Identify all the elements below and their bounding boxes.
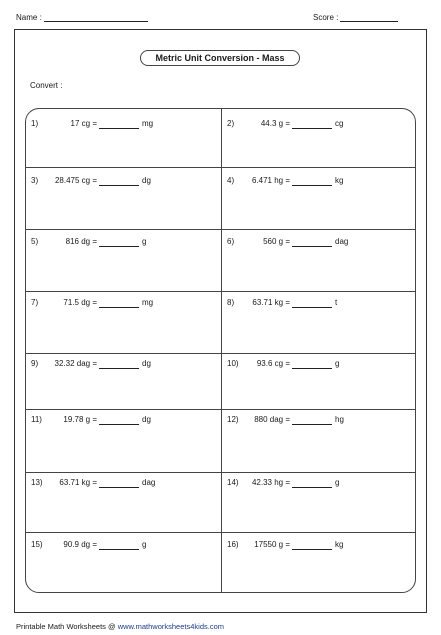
answer-blank[interactable] xyxy=(99,307,139,308)
problem-item xyxy=(31,119,177,131)
problem-item xyxy=(227,359,370,371)
problem-item xyxy=(31,359,177,371)
target-unit: kg xyxy=(335,540,344,549)
column-divider xyxy=(221,109,222,592)
footer-url: www.mathworksheets4kids.com xyxy=(117,622,224,631)
problem-given-quantity: 17550 g = xyxy=(254,540,290,549)
target-unit: dg xyxy=(142,415,151,424)
problem-number: 16) xyxy=(227,540,239,549)
problem-item xyxy=(227,540,370,552)
problem-item xyxy=(227,176,370,188)
answer-blank[interactable] xyxy=(292,487,332,488)
answer-blank[interactable] xyxy=(99,368,139,369)
problem-given-quantity: 816 dg = xyxy=(65,237,97,246)
worksheet-title: Metric Unit Conversion - Mass xyxy=(140,50,300,66)
problem-given-quantity: 93.6 cg = xyxy=(256,359,290,368)
problem-item xyxy=(227,119,370,131)
problem-number: 1) xyxy=(31,119,39,128)
footer-text: Printable Math Worksheets @ xyxy=(16,622,116,631)
problem-number: 7) xyxy=(31,298,39,307)
answer-blank[interactable] xyxy=(292,424,332,425)
answer-blank[interactable] xyxy=(292,246,332,247)
name-field xyxy=(16,13,148,22)
score-label: Score : xyxy=(313,13,339,22)
problem-item xyxy=(31,540,177,552)
answer-blank[interactable] xyxy=(292,368,332,369)
problem-item xyxy=(227,237,370,249)
problem-number: 2) xyxy=(227,119,235,128)
problem-given-quantity: 42.33 hg = xyxy=(251,478,290,487)
answer-blank[interactable] xyxy=(292,185,332,186)
problem-given-quantity: 90.9 dg = xyxy=(63,540,97,549)
target-unit: dg xyxy=(142,176,151,185)
problem-item xyxy=(31,298,177,310)
problem-given-quantity: 44.3 g = xyxy=(260,119,290,128)
problem-number: 6) xyxy=(227,237,235,246)
target-unit: t xyxy=(335,298,338,307)
problem-given-quantity: 17 cg = xyxy=(70,119,97,128)
problem-given-quantity: 6.471 hg = xyxy=(251,176,290,185)
target-unit: hg xyxy=(335,415,344,424)
problem-item xyxy=(227,478,370,490)
problem-number: 11) xyxy=(31,415,42,424)
problem-item xyxy=(31,237,177,249)
target-unit: mg xyxy=(142,298,154,307)
problem-number: 10) xyxy=(227,359,239,368)
problem-given-quantity: 560 g = xyxy=(263,237,290,246)
answer-blank[interactable] xyxy=(99,128,139,129)
problem-given-quantity: 71.5 dg = xyxy=(63,298,97,307)
row-divider xyxy=(26,291,415,292)
name-label: Name : xyxy=(16,13,42,22)
problem-number: 8) xyxy=(227,298,235,307)
problem-item xyxy=(227,415,370,427)
target-unit: cg xyxy=(335,119,344,128)
problem-number: 15) xyxy=(31,540,43,549)
footer xyxy=(16,622,224,631)
answer-blank[interactable] xyxy=(292,549,332,550)
row-divider xyxy=(26,229,415,230)
score-field xyxy=(313,13,398,22)
problem-given-quantity: 28.475 cg = xyxy=(54,176,97,185)
problem-number: 5) xyxy=(31,237,39,246)
target-unit: g xyxy=(335,478,340,487)
answer-blank[interactable] xyxy=(99,424,139,425)
row-divider xyxy=(26,409,415,410)
problem-item xyxy=(31,415,177,427)
target-unit: dag xyxy=(142,478,156,487)
row-divider xyxy=(26,532,415,533)
problem-number: 9) xyxy=(31,359,39,368)
target-unit: dag xyxy=(335,237,349,246)
answer-blank[interactable] xyxy=(99,549,139,550)
problem-item xyxy=(31,176,177,188)
problem-number: 4) xyxy=(227,176,235,185)
target-unit: g xyxy=(142,237,147,246)
problem-given-quantity: 63.71 kg = xyxy=(252,298,290,307)
problem-given-quantity: 63.71 kg = xyxy=(59,478,97,487)
target-unit: mg xyxy=(142,119,154,128)
row-divider xyxy=(26,167,415,168)
problem-number: 13) xyxy=(31,478,43,487)
row-divider xyxy=(26,472,415,473)
answer-blank[interactable] xyxy=(99,246,139,247)
target-unit: kg xyxy=(335,176,344,185)
row-divider xyxy=(26,353,415,354)
score-blank-line xyxy=(340,13,398,22)
target-unit: g xyxy=(335,359,340,368)
problem-number: 3) xyxy=(31,176,39,185)
problem-number: 12) xyxy=(227,415,239,424)
name-blank-line xyxy=(44,13,148,22)
problem-given-quantity: 32.32 dag = xyxy=(54,359,97,368)
instruction-label: Convert : xyxy=(30,81,63,90)
problem-item xyxy=(31,478,177,490)
problem-given-quantity: 880 dag = xyxy=(254,415,290,424)
answer-blank[interactable] xyxy=(99,487,139,488)
answer-blank[interactable] xyxy=(292,128,332,129)
answer-blank[interactable] xyxy=(99,185,139,186)
problem-given-quantity: 19.78 g = xyxy=(63,415,97,424)
problem-item xyxy=(227,298,370,310)
problem-number: 14) xyxy=(227,478,239,487)
target-unit: dg xyxy=(142,359,151,368)
target-unit: g xyxy=(142,540,147,549)
answer-blank[interactable] xyxy=(292,307,332,308)
